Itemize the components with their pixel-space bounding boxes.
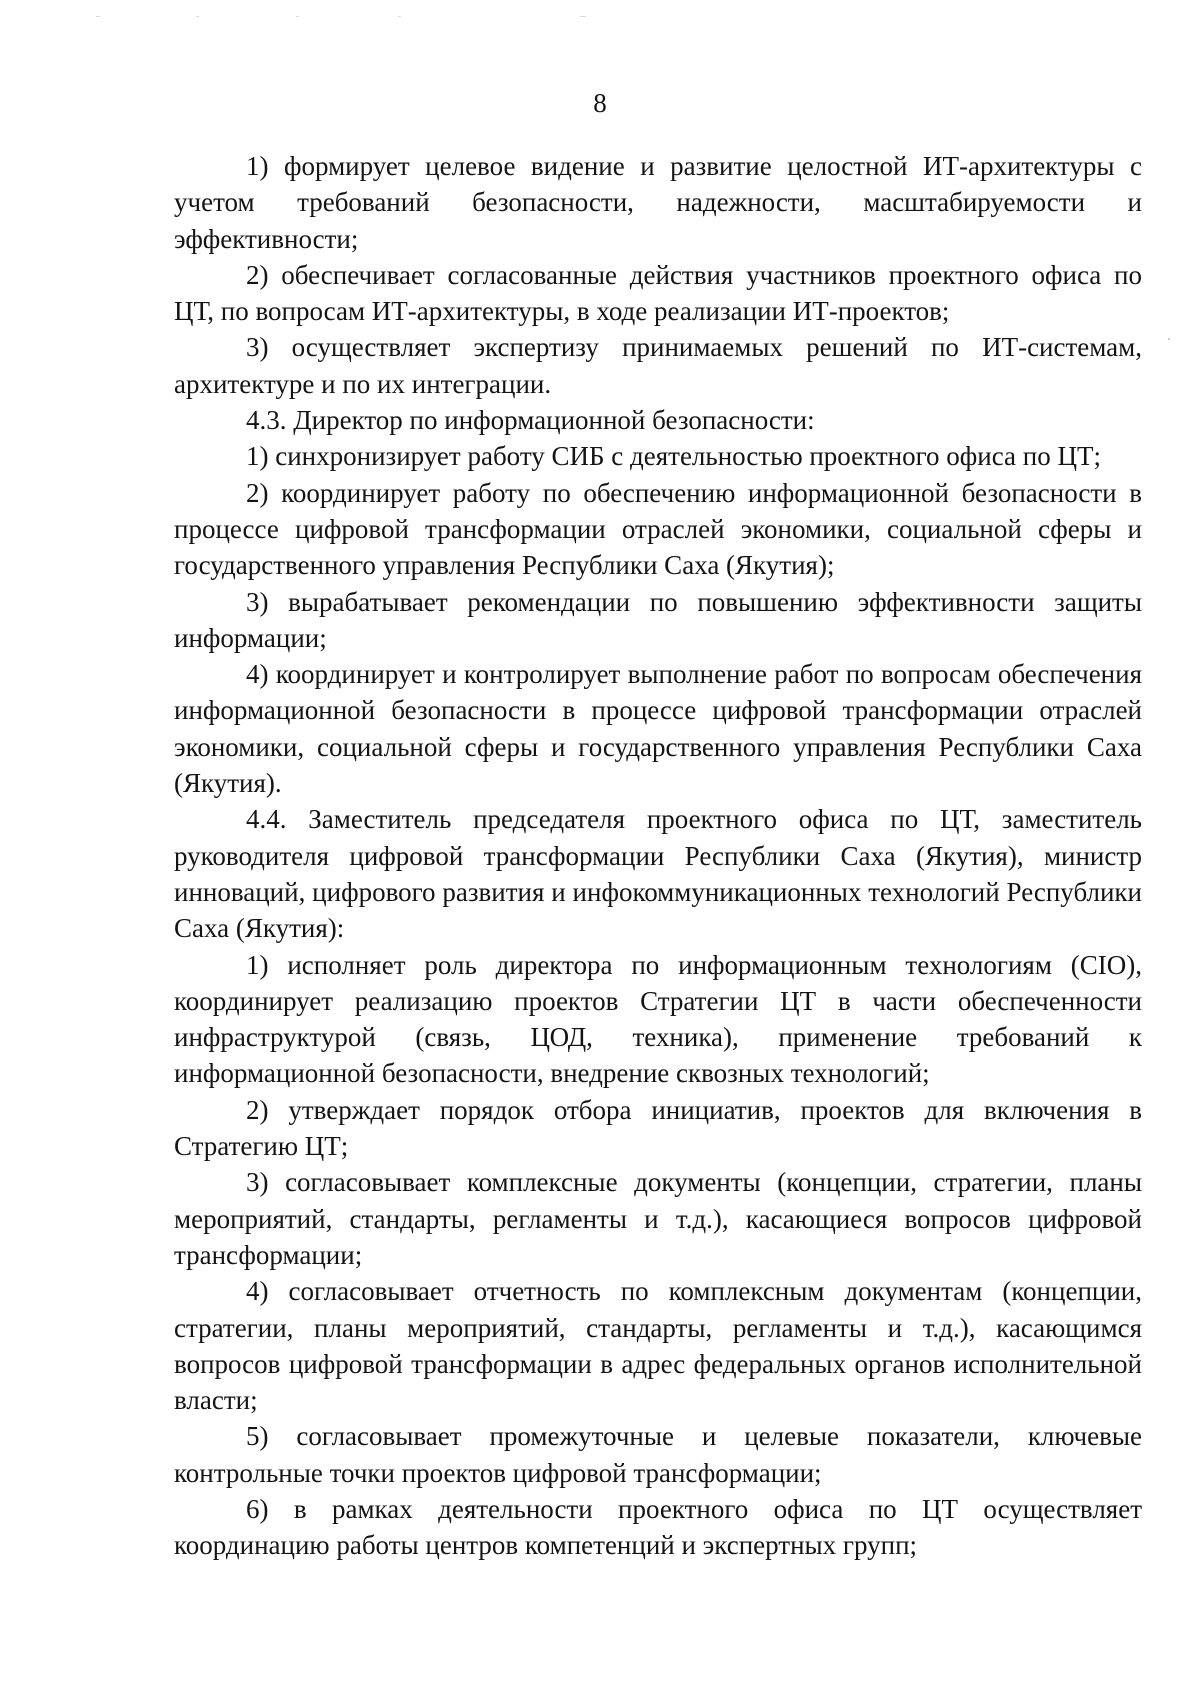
page-number: 8 [593,88,607,118]
scan-speck [1168,338,1170,340]
section-heading: 4.3. Директор по информационной безопасности: [246,405,815,436]
scan-edge-artifact [196,16,199,17]
section-heading: 4.4. Заместитель председателя проектного офиса по ЦТ, заместитель руководителя цифровой трансформации Республики Саха (Якутия), министр инноваций, цифрового развития и инфокоммуникационных технологий Республики Саха (Якутия): [174,804,1142,944]
scan-edge-artifact [296,16,299,17]
paragraph: 6) в рамках деятельности проектного офиса по ЦТ осуществляет координацию работы центров компетенций и экспертных групп; [174,1493,1142,1561]
paragraph: 5) согласовывает промежуточные и целевые показатели, ключевые контрольные точки проектов цифровой трансформации; [174,1421,1142,1488]
scan-edge-artifact [398,16,401,17]
paragraph: 4) согласовывает отчетность по комплексным документам (концепции, стратегии, планы мероприятий, стандарты, регламенты и т.д.), касающимся вопросов цифровой трансформации в адрес федеральных органов исполнительной власти; [174,1276,1142,1416]
paragraph: 1) исполняет роль директора по информационным технологиям (CIO), координирует реализацию проектов Стратегии ЦТ в части обеспеченности инфраструктурой (связь, ЦОД, техника), применение требований к информационной безопасности, внедрение сквозных технологий; [174,949,1142,1089]
paragraph: 1) синхронизирует работу СИБ с деятельностью проектного офиса по ЦТ; [246,441,1101,472]
paragraph: 3) согласовывает комплексные документы (концепции, стратегии, планы мероприятий, стандарты, регламенты и т.д.), касающиеся вопросов цифровой трансформации; [174,1167,1142,1270]
paragraph: 1) формирует целевое видение и развитие целостной ИТ-архитектуры с учетом требований безопасности, надежности, масштабируемости и эффективности; [174,151,1142,254]
paragraph: 4) координирует и контролирует выполнение работ по вопросам обеспечения информационной безопасности в процессе цифровой трансформации отраслей экономики, социальной сферы и государственного управления Республики Саха (Якутия). [174,659,1142,799]
document-body [174,148,1142,1564]
paragraph: 2) утверждает порядок отбора инициатив, проектов для включения в Стратегию ЦТ; [174,1094,1142,1162]
paragraph: 3) вырабатывает рекомендации по повышению эффективности защиты информации; [174,586,1142,653]
paragraph: 2) обеспечивает согласованные действия участников проектного офиса по ЦТ, по вопросам ИТ-архитектуры, в ходе реализации ИТ-проектов; [174,259,1142,327]
paragraph: 2) координирует работу по обеспечению информационной безопасности в процессе цифровой трансформации отраслей экономики, социальной сферы и государственного управления Республики Саха (Якутия); [174,477,1142,581]
scan-edge-artifact [96,16,100,17]
scan-edge-artifact [580,16,586,17]
paragraph: 3) осуществляет экспертизу принимаемых решений по ИТ-системам, архитектуре и по их интеграции. [174,332,1142,399]
